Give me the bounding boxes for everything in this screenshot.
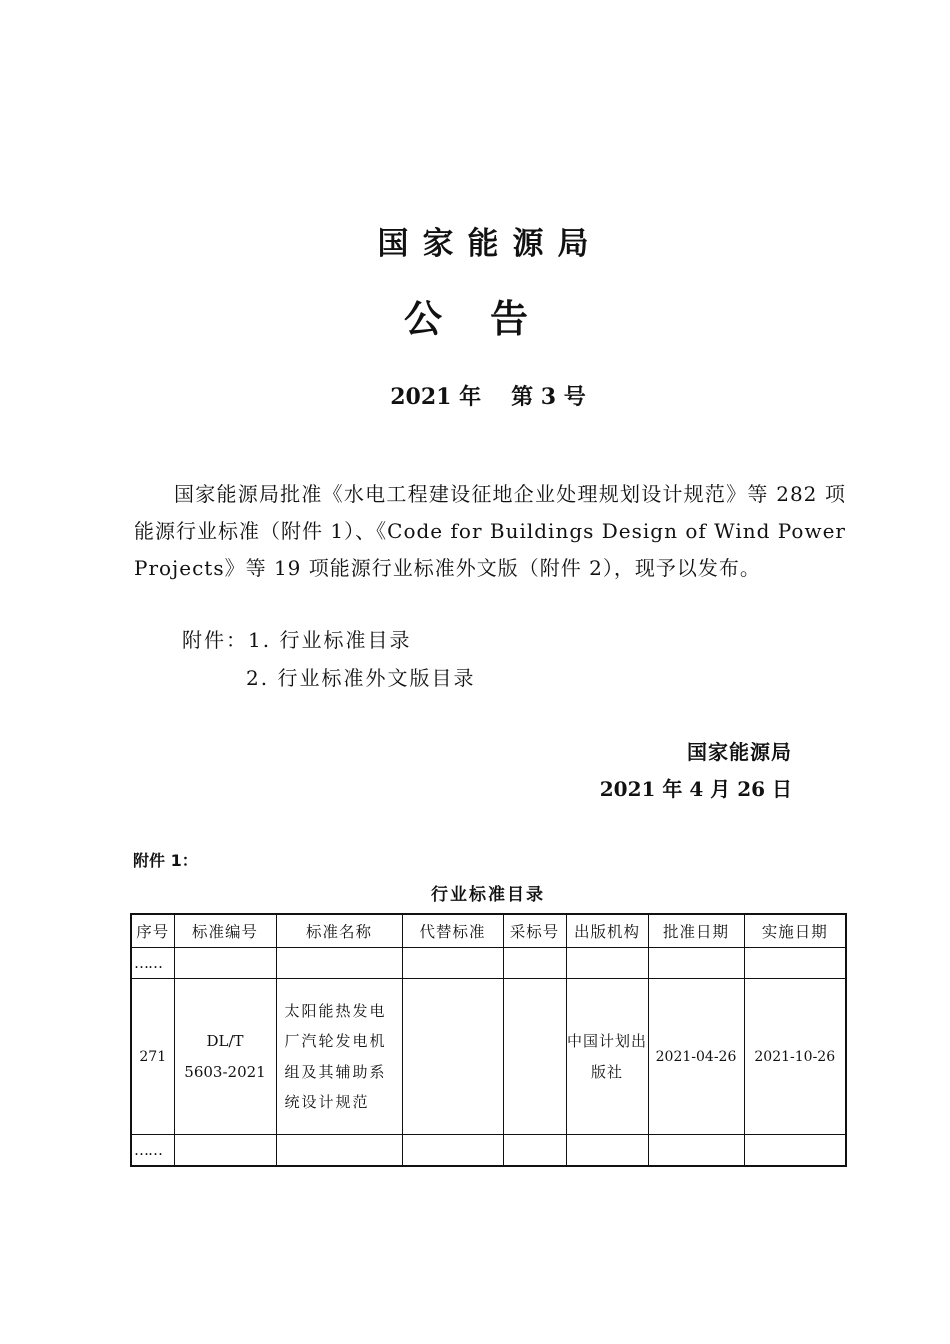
row-replaces	[402, 979, 503, 1135]
table-title: 行业标准目录	[431, 885, 545, 905]
announcement-year: 2021 年	[390, 384, 482, 410]
row-effective-date: 2021-10-26	[744, 979, 846, 1135]
attachment-2: 2. 行业标准外文版目录	[246, 666, 476, 690]
row-adopted	[503, 979, 566, 1135]
row-publisher: 中国计划出版社	[566, 979, 648, 1135]
table-row	[131, 979, 846, 1135]
attachments-prefix: 附件：	[182, 628, 248, 652]
table-header-row	[131, 914, 846, 948]
ellipsis-cell: ……	[131, 948, 174, 979]
col-adopted: 采标号	[503, 914, 566, 948]
announcement-issue: 第 3 号	[511, 384, 586, 410]
col-effective-date: 实施日期	[744, 914, 846, 948]
ellipsis-cell: ……	[131, 1135, 174, 1167]
table-row-ellipsis-bottom	[131, 1135, 846, 1167]
announcement-number	[0, 380, 950, 411]
document-type-title: 公告	[403, 297, 576, 341]
table-row-ellipsis-top	[131, 948, 846, 979]
row-code-line1: DL/T	[206, 1031, 244, 1050]
signature-org: 国家能源局	[687, 740, 792, 764]
attachments-line-1	[182, 624, 411, 653]
col-seq: 序号	[131, 914, 174, 948]
announcement-body	[134, 476, 846, 587]
row-seq: 271	[131, 979, 174, 1135]
col-publisher: 出版机构	[566, 914, 648, 948]
row-code-line2: 5603-2021	[184, 1062, 266, 1081]
col-code: 标准编号	[174, 914, 276, 948]
issuer-title: 国家能源局	[377, 226, 603, 262]
row-name: 太阳能热发电厂汽轮发电机组及其辅助系统设计规范	[276, 979, 402, 1135]
annex-label: 附件 1：	[133, 851, 198, 870]
row-code	[174, 979, 276, 1135]
attachment-1: 1. 行业标准目录	[248, 628, 412, 652]
body-paragraph: 国家能源局批准《水电工程建设征地企业处理规划设计规范》等 282 项能源行业标准（附件 1）、《Code for Buildings Design of Wind Power Projects》等 19 项能源行业标准外文版（附件 2），现予以发布。	[134, 482, 846, 580]
row-approval-date: 2021-04-26	[648, 979, 744, 1135]
col-approval-date: 批准日期	[648, 914, 744, 948]
col-name: 标准名称	[276, 914, 402, 948]
signature-date: 2021 年 4 月 26 日	[599, 777, 792, 801]
col-replaces: 代替标准	[402, 914, 503, 948]
standards-table	[130, 913, 847, 1167]
